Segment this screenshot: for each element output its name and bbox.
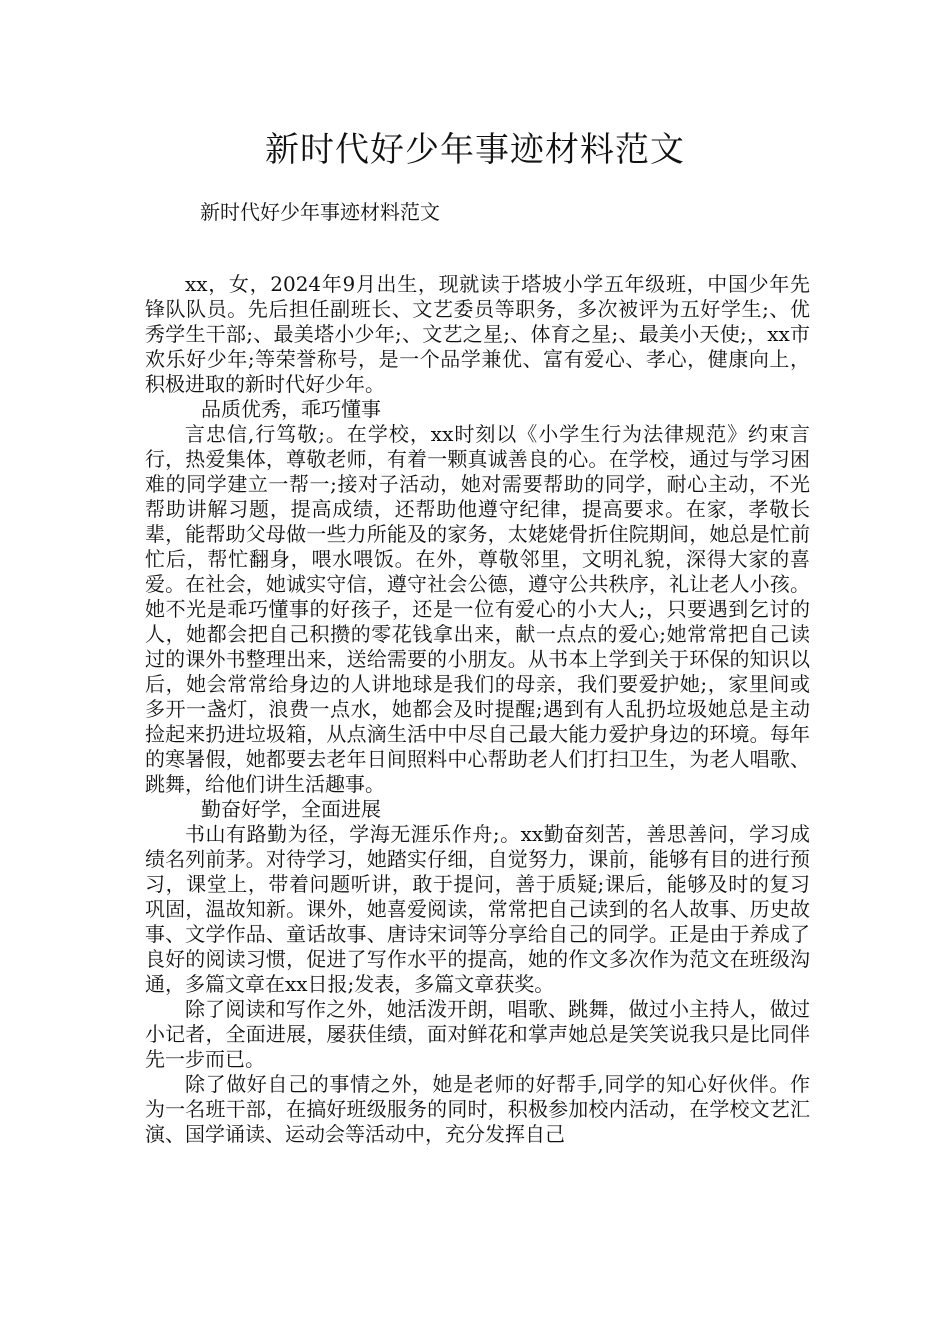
section-heading: 勤奋好学，全面进展: [201, 797, 381, 821]
intro-paragraph: xx，女，2024年9月出生，现就读于塔坡小学五年级班，中国少年先锋队队员。先后担任副班长、文艺委员等职务，多次被评为五好学生;、优秀学生干部;、最美塔小少年;、文艺之星;、体育之星;、最美小天使;，xx市欢乐好少年;等荣誉称号，是一个品学兼优、富有爱心、孝心，健康向上，积极进取的新时代好少年。: [145, 272, 810, 396]
document-subtitle: 新时代好少年事迹材料范文: [200, 200, 440, 224]
body-paragraph: 言忠信,行笃敬;。在学校，xx时刻以《小学生行为法律规范》约束言行，热爱集体，尊敬老师，有着一颗真诚善良的心。在学校，通过与学习困难的同学建立一帮一;接对子活动，她对需要帮助的同学，耐心主动，不光帮助讲解习题，提高成绩，还帮助他遵守纪律，提高要求。在家，孝敬长辈，能帮助父母做一些力所能及的家务，太姥姥骨折住院期间，她总是忙前忙后，帮忙翻身，喂水喂饭。在外，尊敬邻里，文明礼貌，深得大家的喜爱。在社会，她诚实守信，遵守社会公德，遵守公共秩序，礼让老人小孩。她不光是乖巧懂事的好孩子，还是一位有爱心的小大人;，只要遇到乞讨的人，她都会把自己积攒的零花钱拿出来，献一点点的爱心;她常常把自己读过的课外书整理出来，送给需要的小朋友。从书本上学到关于环保的知识以后，她会常常给身边的人讲地球是我们的母亲，我们要爱护她;，家里间或多开一盏灯，浪费一点水，她都会及时提醒;遇到有人乱扔垃圾她总是主动捡起来扔进垃圾箱，从点滴生活中中尽自己最大能力爱护身边的环境。每年的寒暑假，她都要去老年日间照料中心帮助老人们打扫卫生，为老人唱歌、跳舞，给他们讲生活趣事。: [145, 422, 810, 796]
document-title: 新时代好少年事迹材料范文: [265, 130, 685, 170]
body-paragraph: 书山有路勤为径，学海无涯乐作舟;。xx勤奋刻苦，善思善问，学习成绩名列前茅。对待学习，她踏实仔细，自觉努力，课前，能够有目的进行预习，课堂上，带着问题听讲，敢于提问，善于质疑;课后，能够及时的复习巩固，温故知新。课外，她喜爱阅读，常常把自己读到的名人故事、历史故事、文学作品、童话故事、唐诗宋词等分享给自己的同学。正是由于养成了良好的阅读习惯，促进了写作水平的提高，她的作文多次作为范文在班级沟通，多篇文章在xx日报;发表，多篇文章获奖。: [145, 822, 810, 996]
document-body: [145, 272, 810, 1147]
section-heading: 品质优秀，乖巧懂事: [201, 397, 381, 421]
body-paragraph: 除了做好自己的事情之外，她是老师的好帮手,同学的知心好伙伴。作为一名班干部，在搞好班级服务的同时，积极参加校内活动，在学校文艺汇演、国学诵读、运动会等活动中，充分发挥自己: [145, 1072, 810, 1146]
body-paragraph: 除了阅读和写作之外，她活泼开朗，唱歌、跳舞，做过小主持人，做过小记者，全面进展，屡获佳绩，面对鲜花和掌声她总是笑笑说我只是比同伴先一步而已。: [145, 997, 810, 1071]
